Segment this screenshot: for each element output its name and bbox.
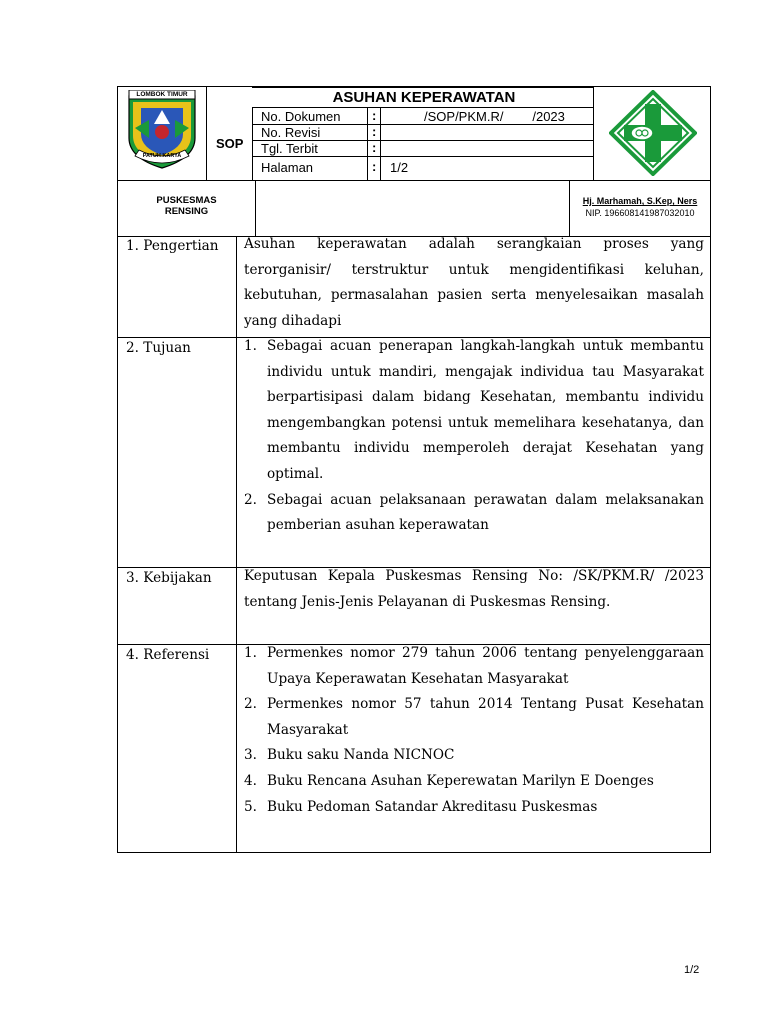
list-item — [244, 692, 704, 743]
meta-colon: : — [372, 124, 377, 139]
divider — [252, 156, 593, 157]
list-item-text: Buku Rencana Asuhan Keperewatan Marilyn E Doenges — [267, 772, 654, 789]
document-title: ASUHAN KEPERAWATAN — [332, 89, 516, 106]
meta-colon: : — [372, 108, 377, 123]
tujuan-list — [244, 334, 704, 539]
section-label-referensi: 4. Referensi — [126, 647, 210, 663]
lombok-timur-emblem — [123, 90, 201, 170]
list-item-number: 5. — [244, 798, 257, 815]
meta-value-halaman: 1/2 — [390, 160, 409, 175]
list-item — [244, 743, 704, 769]
meta-label-doc: No. Dokumen — [261, 109, 341, 124]
section-label-tujuan: 2. Tujuan — [126, 340, 191, 356]
signer-nip: NIP. 196608141987032010 — [585, 208, 695, 218]
list-item — [244, 488, 704, 539]
section-label-kebijakan: 3. Kebijakan — [126, 570, 212, 586]
signer-name: Hj. Marhamah, S.Kep, Ners — [582, 196, 698, 206]
divider — [206, 87, 207, 180]
divider — [380, 107, 381, 180]
puskesmas-line1: PUSKESMAS — [156, 195, 217, 206]
list-item — [244, 795, 704, 821]
list-item-number: 1. — [244, 338, 257, 354]
meta-label-halaman: Halaman — [261, 160, 314, 175]
divider — [255, 180, 256, 236]
divider — [367, 107, 368, 180]
meta-colon: : — [372, 140, 377, 155]
list-item-text: Buku saku Nanda NICNOC — [267, 747, 455, 764]
section-text-kebijakan: Keputusan Kepala Puskesmas Rensing No: /SK/PKM.R/ /2023 tentang Jenis-Jenis Pelayanan di Puskesmas Rensing. — [244, 568, 704, 610]
divider — [252, 107, 593, 108]
puskesmas-name — [118, 195, 255, 217]
sop-header-table — [117, 86, 711, 181]
sop-body-table — [117, 236, 711, 853]
meta-value-doc: /SOP/PKM.R/ /2023 — [424, 109, 565, 124]
list-item — [244, 334, 704, 488]
meta-label-terbit: Tgl. Terbit — [261, 141, 318, 156]
sop-subheader — [117, 180, 711, 237]
list-item-text: Sebagai acuan pelaksanaan perawatan dalam melaksanakan pemberian asuhan keperawatan — [267, 491, 704, 534]
list-item-number: 1. — [244, 645, 257, 661]
page-number: 1/2 — [684, 964, 700, 976]
list-item-text: Permenkes nomor 279 tahun 2006 tentang penyelenggaraan Upaya Keperawatan Kesehatan Masyarakat — [267, 645, 704, 687]
meta-colon: : — [372, 159, 377, 174]
emblem-text-top: LOMBOK TIMUR — [136, 91, 188, 98]
list-item-number: 2. — [244, 491, 257, 508]
puskesmas-line2: RENSING — [164, 206, 209, 217]
emblem-text-bottom: PATUH KARYA — [142, 153, 182, 159]
list-item-text: Sebagai acuan penerapan langkah-langkah untuk membantu individu untuk mandiri, mengajak individua tau Masyarakat berpartisipasi dalam bidang Kesehatan, membantu individu mengembangkan potensi untuk memelihara kesehatanya, dan membantu individu memperoleh derajat Kesehatan yang optimal. — [267, 338, 704, 482]
list-item-number: 4. — [244, 772, 257, 789]
meta-label-revisi: No. Revisi — [261, 125, 321, 140]
divider — [593, 87, 594, 180]
list-item-number: 3. — [244, 747, 257, 764]
list-item-number: 2. — [244, 696, 257, 713]
list-item — [244, 769, 704, 795]
puskesmas-logo — [609, 90, 697, 176]
list-item-text: Buku Pedoman Satandar Akreditasu Puskesmas — [267, 798, 598, 815]
sop-label: SOP — [216, 136, 244, 151]
referensi-list — [244, 641, 704, 820]
divider — [252, 107, 253, 180]
section-text-pengertian: Asuhan keperawatan adalah serangkaian proses yang terorganisir/ terstruktur untuk mengidentifikasi keluhan, kebutuhan, permasalahan pasien serta menyelesaikan masalah yang dihadapi — [244, 236, 704, 329]
list-item — [244, 641, 704, 692]
list-item-text: Permenkes nomor 57 tahun 2014 Tentang Pusat Kesehatan Masyarakat — [267, 696, 704, 738]
divider — [236, 236, 237, 852]
signature-block — [570, 195, 710, 219]
section-label-pengertian: 1. Pengertian — [126, 238, 219, 254]
divider — [252, 87, 593, 88]
